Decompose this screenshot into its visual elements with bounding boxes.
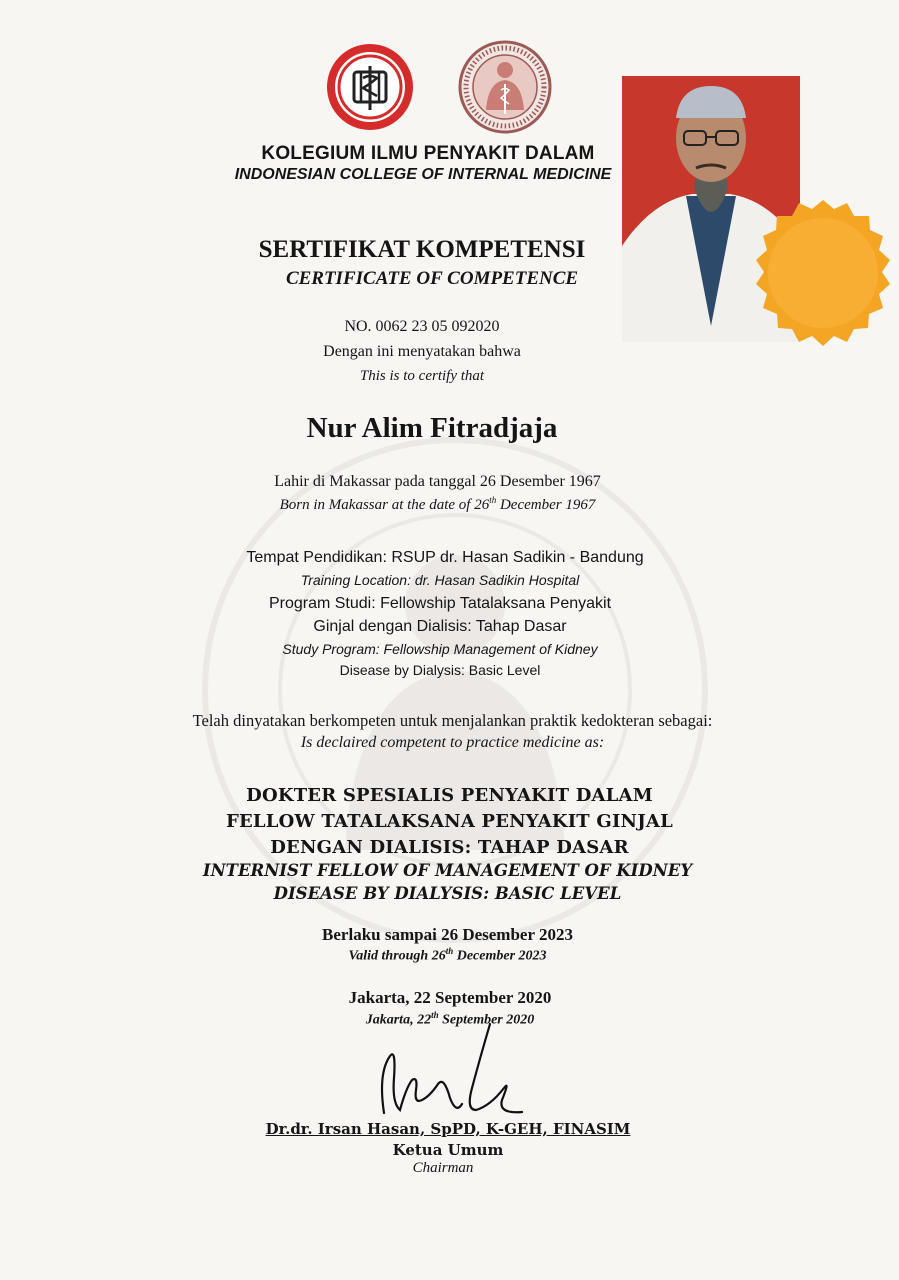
valid-until-english: Valid through 26th December 2023: [348, 946, 547, 964]
association-seal-icon: [458, 40, 552, 134]
study-program-line1: Program Studi: Fellowship Tatalaksana Penyakit: [268, 595, 612, 612]
profession-line1: DOKTER SPESIALIS PENYAKIT DALAM: [246, 785, 653, 806]
college-name-english: INDONESIAN COLLEGE OF INTERNAL MEDICINE: [234, 166, 612, 183]
training-location-english: Training Location: dr. Hasan Sadikin Hospital: [300, 572, 580, 588]
college-name: KOLEGIUM ILMU PENYAKIT DALAM: [261, 143, 595, 164]
competence-statement-english: Is declaired competent to practice medicine as:: [300, 734, 605, 751]
birth-info: Lahir di Makassar pada tanggal 26 Desember 1967: [274, 473, 601, 490]
competence-statement: Telah dinyatakan berkompeten untuk menjalankan praktik kedokteran sebagai:: [192, 711, 713, 730]
place-date: Jakarta, 22 September 2020: [348, 988, 552, 1007]
signatory-position-english: Chairman: [412, 1160, 474, 1176]
profession-line2: FELLOW TATALAKSANA PENYAKIT GINJAL: [226, 811, 673, 832]
study-program-line2: Ginjal dengan Dialisis: Tahap Dasar: [313, 618, 567, 635]
collegium-emblem-icon: [325, 42, 415, 132]
certificate-number: NO. 0062 23 05 092020: [344, 318, 500, 335]
profession-line3: DENGAN DIALISIS: TAHAP DASAR: [270, 837, 629, 858]
study-program-english-line1: Study Program: Fellowship Management of Kidney: [282, 641, 598, 657]
profession-english-line2: DISEASE BY DIALYSIS: BASIC LEVEL: [273, 884, 622, 903]
certificate-title: SERTIFIKAT KOMPETENSI: [258, 236, 586, 263]
signature-mark: [372, 1018, 532, 1128]
signatory-position: Ketua Umum: [392, 1141, 504, 1159]
signatory-name: Dr.dr. Irsan Hasan, SpPD, K-GEH, FINASIM: [265, 1120, 631, 1138]
valid-until: Berlaku sampai 26 Desember 2023: [322, 925, 573, 944]
place-date-english: Jakarta, 22th September 2020: [365, 1010, 535, 1028]
birth-info-english: Born in Makassar at the date of 26th December 1967: [279, 495, 596, 513]
training-location: Tempat Pendidikan: RSUP dr. Hasan Sadikin - Bandung: [246, 549, 644, 566]
holder-name: Nur Alim Fitradjaja: [306, 412, 558, 444]
study-program-english-line2: Disease by Dialysis: Basic Level: [339, 662, 541, 678]
profession-english-line1: INTERNIST FELLOW OF MANAGEMENT OF KIDNEY: [202, 861, 693, 880]
intro-text: Dengan ini menyatakan bahwa: [323, 343, 521, 360]
certificate-title-english: CERTIFICATE OF COMPETENCE: [285, 268, 579, 289]
gold-seal-icon: [748, 198, 898, 350]
intro-text-english: This is to certify that: [359, 368, 485, 384]
